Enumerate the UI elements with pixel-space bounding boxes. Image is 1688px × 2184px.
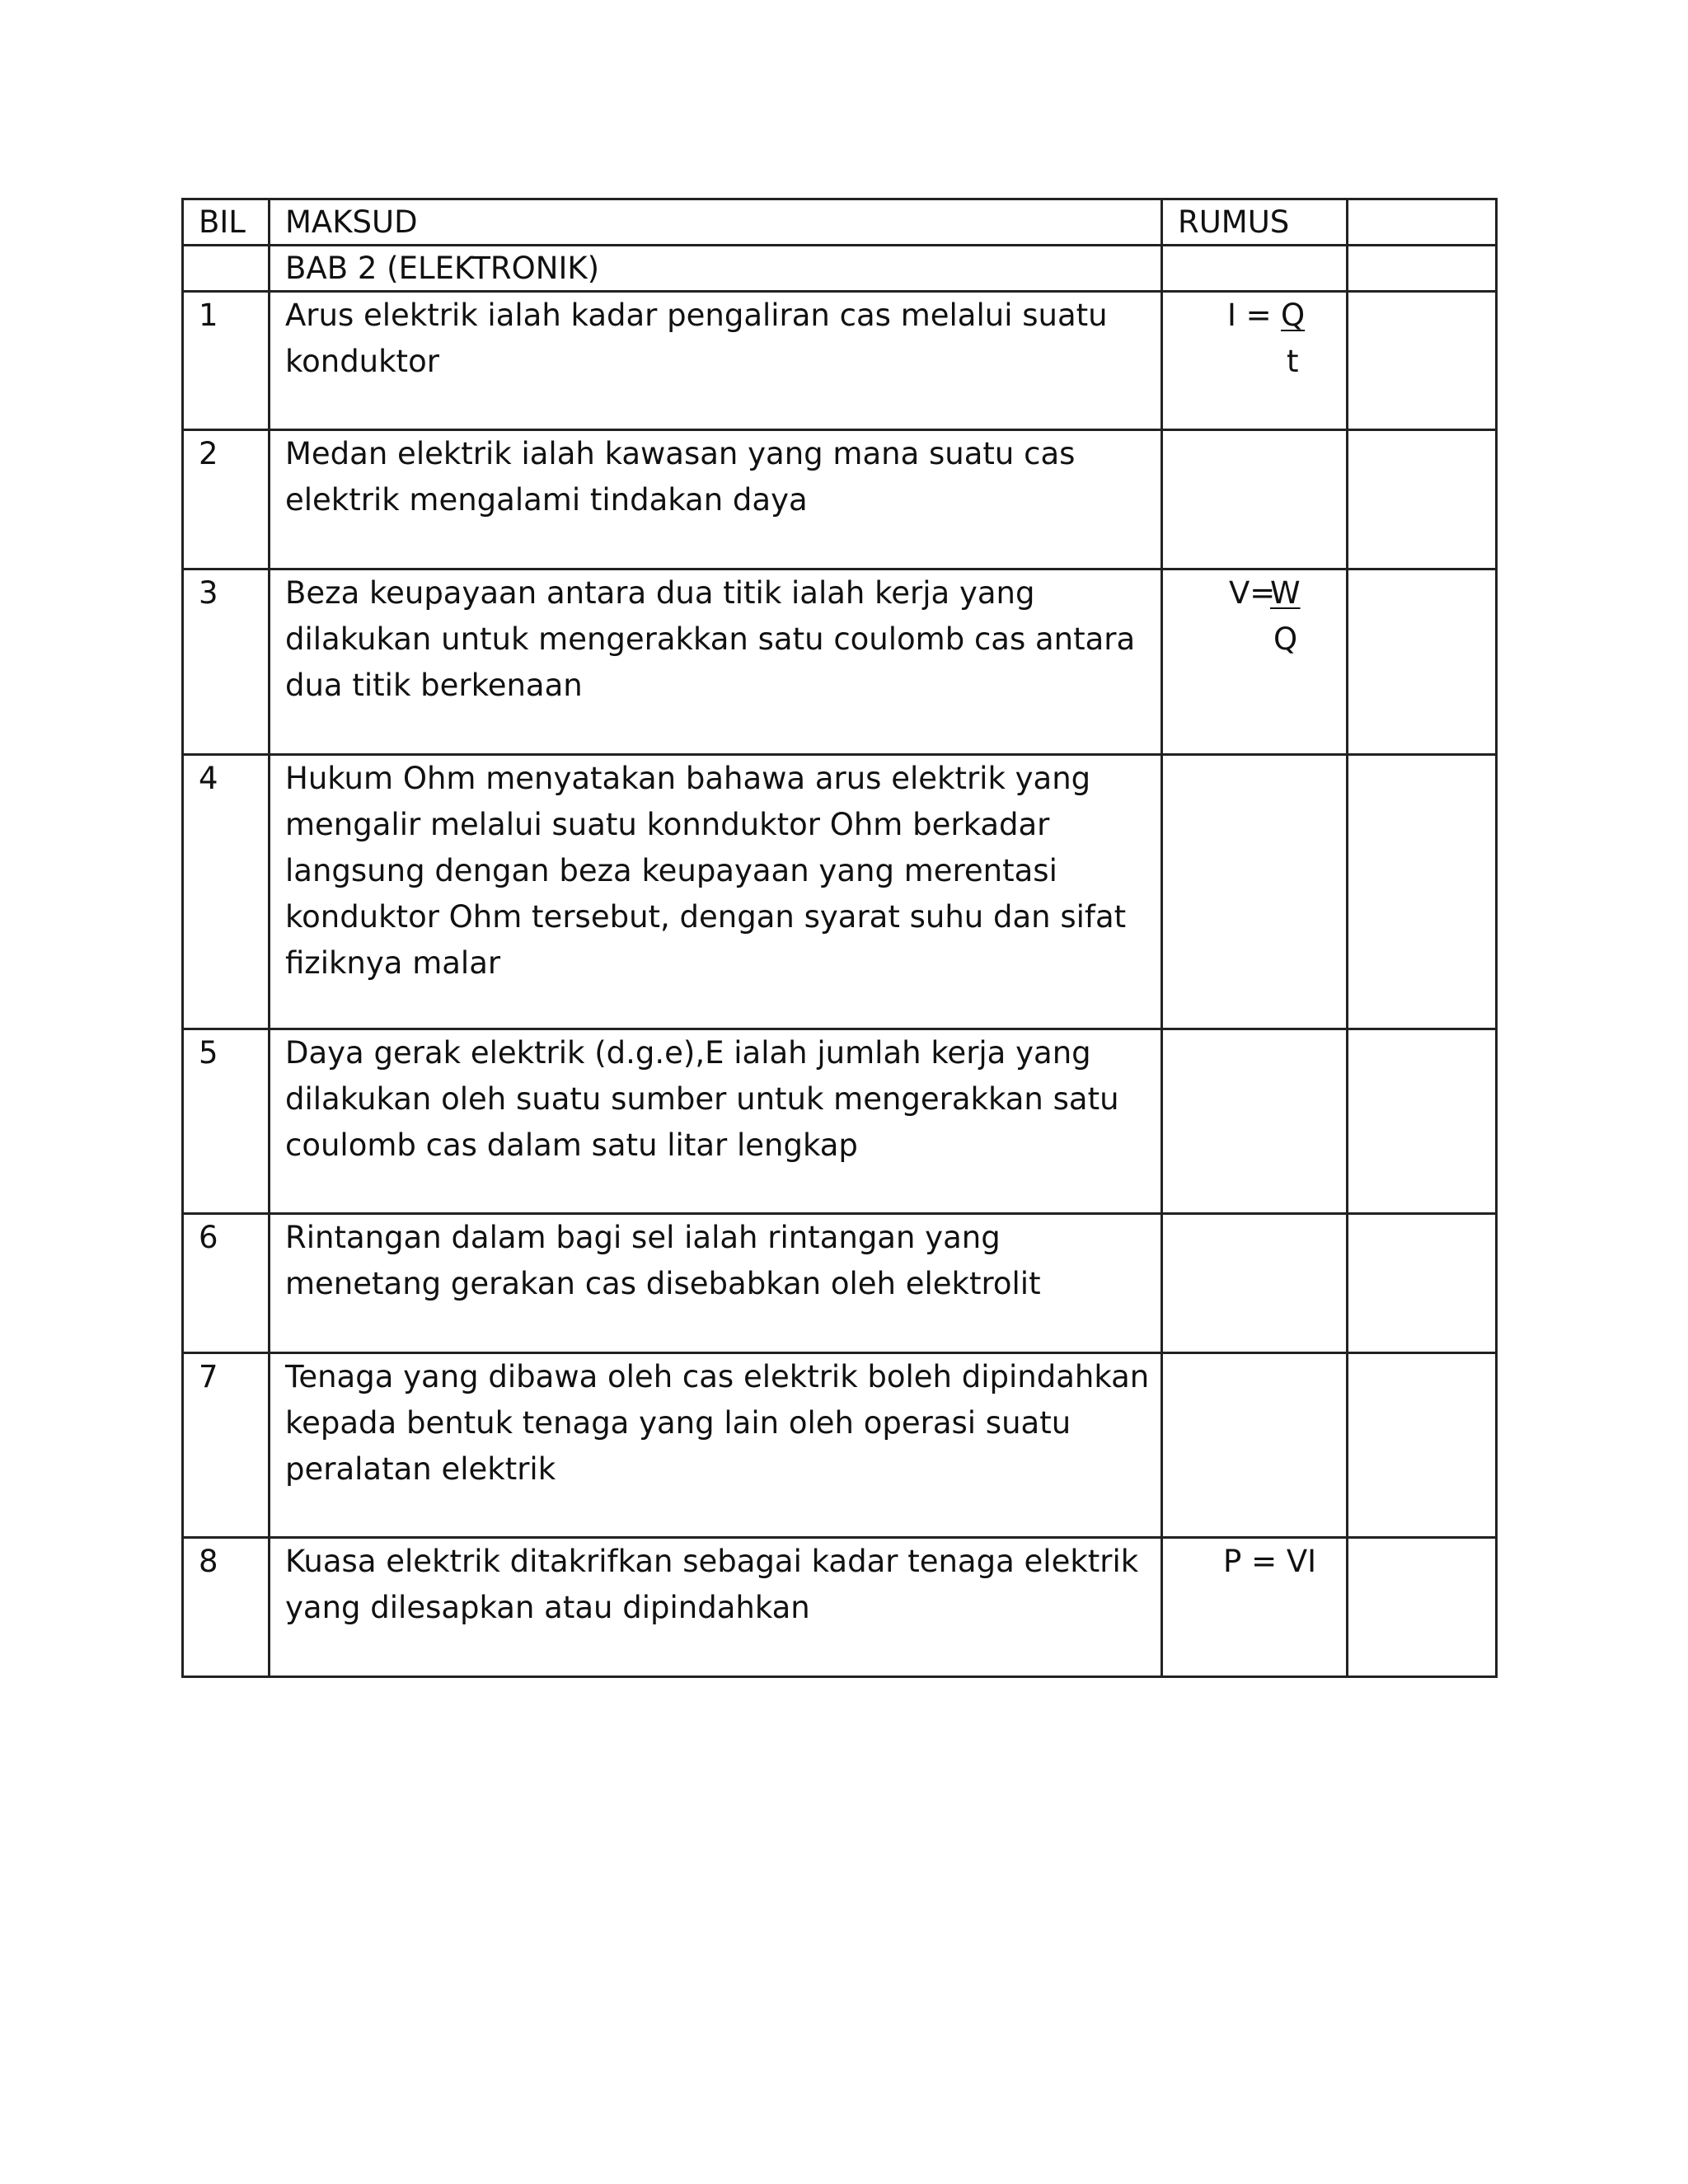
row-extra [1348,1029,1497,1214]
table-row [183,569,1497,755]
section-extra-cell [1348,246,1497,292]
row-definition: Beza keupayaan antara dua titik ialah kerja yang dilakukan untuk mengerakkan satu coulomb cas antara dua titik berkenaan [270,569,1162,755]
row-definition: Medan elektrik ialah kawasan yang mana suatu cas elektrik mengalami tindakan daya [270,430,1162,569]
row-formula [1162,1353,1348,1538]
formula-denominator: Q [1273,621,1298,657]
formula-fraction [1178,293,1346,385]
row-definition: Arus elektrik ialah kadar pengaliran cas melalui suatu konduktor [270,292,1162,430]
row-formula [1162,292,1348,430]
row-number: 8 [183,1538,270,1677]
row-number: 5 [183,1029,270,1214]
row-formula [1162,1214,1348,1353]
row-definition: Kuasa elektrik ditakrifkan sebagai kadar tenaga elektrik yang dilesapkan atau dipindahkan [270,1538,1162,1677]
row-formula [1162,569,1348,755]
header-maksud: MAKSUD [270,199,1162,246]
table-row [183,1029,1497,1214]
table-row [183,1353,1497,1538]
row-definition: Daya gerak elektrik (d.g.e),E ialah jumlah kerja yang dilakukan oleh suatu sumber untuk mengerakkan satu coulomb cas dalam satu litar lengkap [270,1029,1162,1214]
row-number: 1 [183,292,270,430]
section-title: BAB 2 (ELEKTRONIK) [270,246,1162,292]
formula-text: P = VI [1223,1544,1317,1579]
row-formula [1162,1029,1348,1214]
header-row [183,199,1497,246]
formula-denominator: t [1287,344,1299,379]
formula-lhs: V= [1229,575,1276,611]
table-row [183,755,1497,1029]
header-rumus: RUMUS [1162,199,1348,246]
formula-numerator: W [1270,575,1301,611]
row-definition: Rintangan dalam bagi sel ialah rintangan yang menetang gerakan cas disebabkan oleh elektrolit [270,1214,1162,1353]
table-row [183,292,1497,430]
row-definition: Tenaga yang dibawa oleh cas elektrik boleh dipindahkan kepada bentuk tenaga yang lain oleh operasi suatu peralatan elektrik [270,1353,1162,1538]
row-extra [1348,569,1497,755]
row-extra [1348,1214,1497,1353]
section-row [183,246,1497,292]
row-number: 6 [183,1214,270,1353]
formula-lhs: I = [1227,298,1272,333]
section-bil-cell [183,246,270,292]
formula-numerator: Q [1281,298,1306,333]
row-extra [1348,1353,1497,1538]
table-row [183,430,1497,569]
row-formula [1162,1538,1348,1677]
formula-fraction [1178,570,1346,663]
header-extra [1348,199,1497,246]
row-number: 2 [183,430,270,569]
table-row [183,1214,1497,1353]
row-number: 4 [183,755,270,1029]
section-rumus-cell [1162,246,1348,292]
row-number: 7 [183,1353,270,1538]
row-definition: Hukum Ohm menyatakan bahawa arus elektrik yang mengalir melalui suatu konnduktor Ohm berkadar langsung dengan beza keupayaan yang merentasi konduktor Ohm tersebut, dengan syarat suhu dan sifat fiziknya malar [270,755,1162,1029]
row-number: 3 [183,569,270,755]
row-formula [1162,755,1348,1029]
row-extra [1348,292,1497,430]
row-extra [1348,755,1497,1029]
row-extra [1348,430,1497,569]
definitions-table [181,198,1498,1678]
row-extra [1348,1538,1497,1677]
header-bil: BIL [183,199,270,246]
row-formula [1162,430,1348,569]
table-row [183,1538,1497,1677]
